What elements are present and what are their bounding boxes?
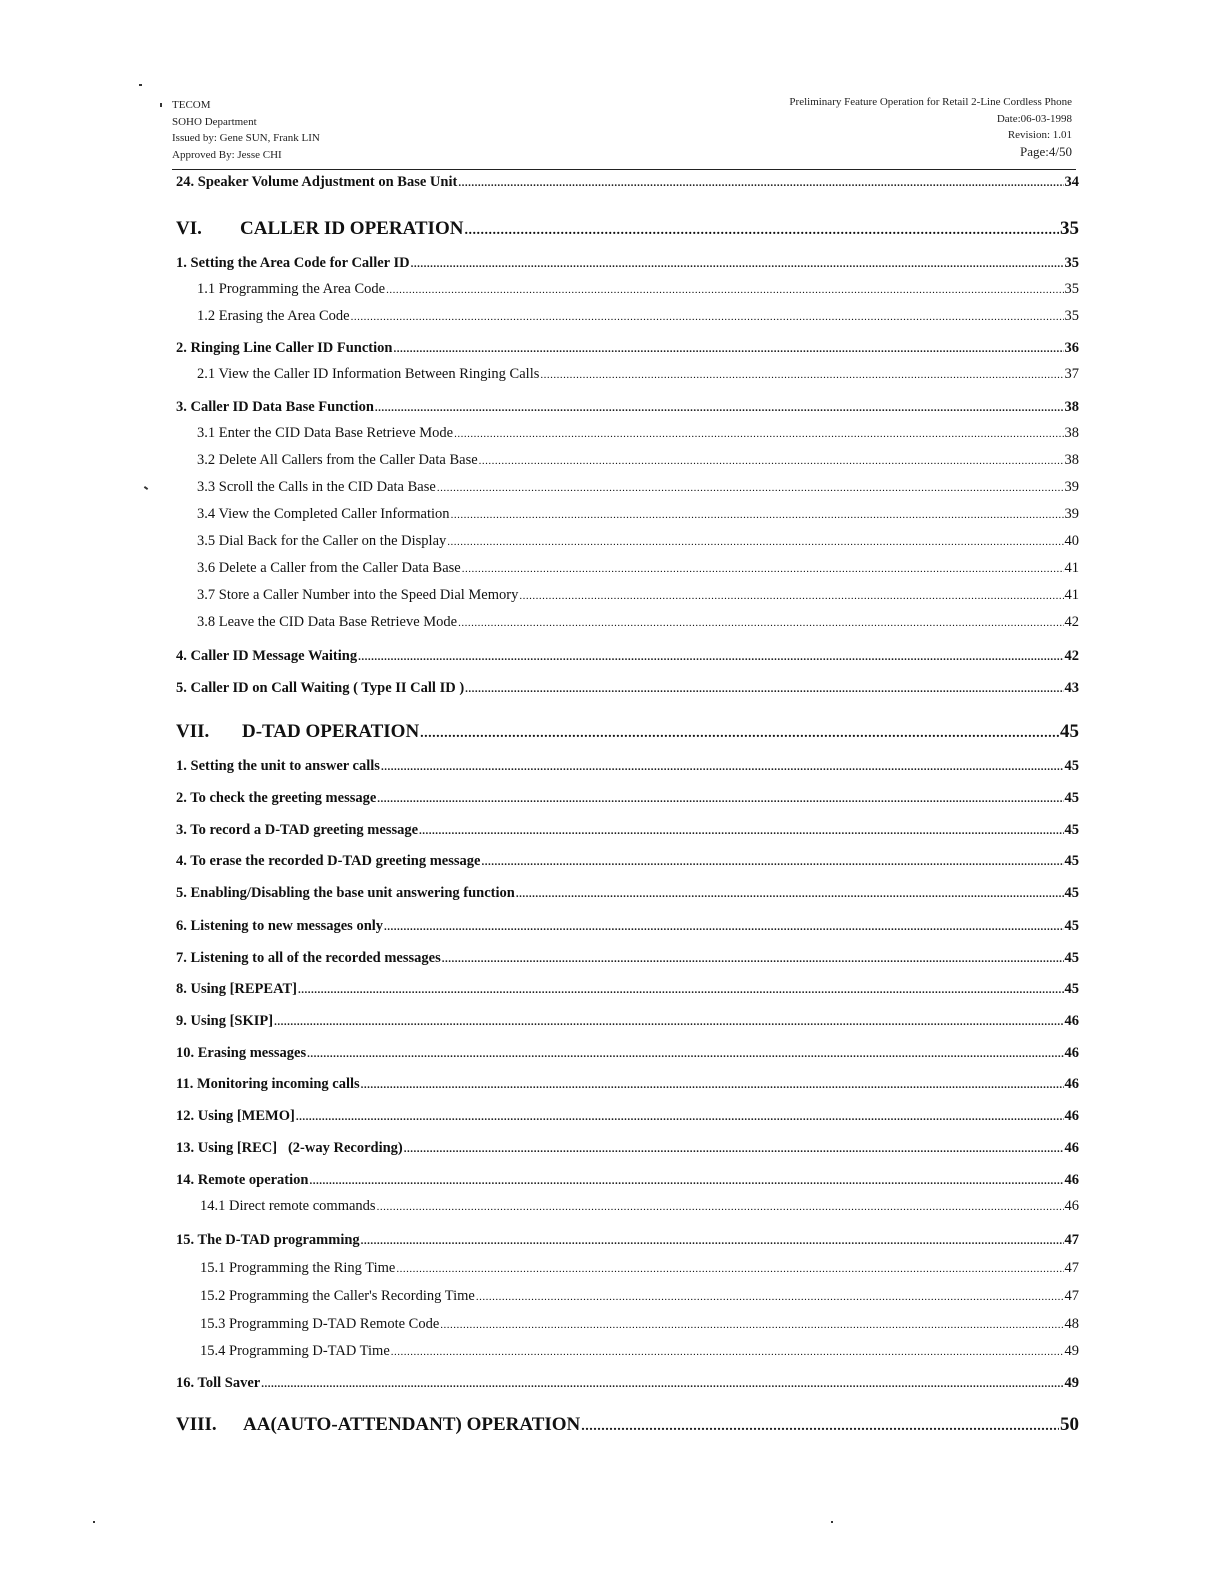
toc-entry-page: 43 bbox=[1064, 680, 1079, 696]
dot-leader bbox=[481, 856, 1063, 868]
toc-entry-title: 3.2 Delete All Callers from the Caller Data Base bbox=[197, 452, 478, 468]
toc-entry-title: 3.7 Store a Caller Number into the Speed Dial Memory bbox=[197, 587, 519, 603]
toc-entry-page: 46 bbox=[1064, 1140, 1079, 1156]
toc-entry-page: 39 bbox=[1064, 506, 1079, 522]
dot-leader bbox=[479, 455, 1064, 467]
toc-entry-page: 45 bbox=[1064, 918, 1079, 934]
toc-section[interactable] bbox=[176, 218, 1079, 240]
toc-entry-title: 15.4 Programming D-TAD Time bbox=[200, 1343, 390, 1359]
toc-section-number: VII. bbox=[176, 721, 210, 742]
toc-entry[interactable] bbox=[176, 1172, 1079, 1189]
dot-leader bbox=[516, 888, 1064, 900]
toc-subentry[interactable] bbox=[197, 366, 1079, 383]
toc-entry[interactable] bbox=[176, 790, 1079, 807]
toc-entry[interactable] bbox=[176, 340, 1079, 357]
toc-section-number: VI. bbox=[176, 218, 202, 239]
toc-subentry[interactable] bbox=[200, 1198, 1079, 1215]
toc-entry-page: 46 bbox=[1064, 1076, 1079, 1092]
toc-entry-page: 41 bbox=[1064, 587, 1079, 603]
dot-leader bbox=[381, 761, 1064, 773]
toc-entry[interactable] bbox=[176, 822, 1079, 839]
dot-leader bbox=[476, 1291, 1064, 1303]
toc-entry-page: 35 bbox=[1064, 308, 1079, 324]
toc-entry[interactable] bbox=[176, 1375, 1079, 1392]
toc-entry-title: 10. Erasing messages bbox=[176, 1045, 307, 1061]
toc-entry[interactable] bbox=[176, 1140, 1079, 1157]
header-doc-title: Preliminary Feature Operation for Retail 2-Line Cordless Phone bbox=[789, 96, 1072, 108]
toc-section-label: D-TAD OPERATION bbox=[242, 721, 420, 742]
dot-leader bbox=[451, 509, 1064, 521]
dot-leader bbox=[358, 651, 1063, 663]
toc-section[interactable] bbox=[176, 1414, 1079, 1436]
header-page-number: Page:4/50 bbox=[1020, 143, 1072, 159]
dot-leader bbox=[437, 482, 1064, 494]
toc-entry-title: 1.2 Erasing the Area Code bbox=[197, 308, 350, 324]
toc-subentry[interactable] bbox=[197, 533, 1079, 550]
toc-entry[interactable] bbox=[176, 853, 1079, 870]
dot-leader bbox=[351, 311, 1064, 323]
header-revision: Revision: 1.01 bbox=[1007, 129, 1072, 141]
toc-subentry[interactable] bbox=[197, 281, 1079, 298]
toc-entry-page: 45 bbox=[1060, 721, 1079, 742]
toc-entry-title: 15.3 Programming D-TAD Remote Code bbox=[200, 1316, 440, 1332]
toc-entry-title: 11. Monitoring incoming calls bbox=[176, 1076, 360, 1092]
toc-entry-title: 2. Ringing Line Caller ID Function bbox=[176, 340, 393, 356]
toc-entry-title: 3.4 View the Completed Caller Information bbox=[197, 506, 450, 522]
dot-leader bbox=[465, 683, 1063, 695]
toc-section-title bbox=[176, 721, 419, 743]
toc-entry-title: 2. To check the greeting message bbox=[176, 790, 377, 806]
toc-entry-title: 1. Setting the Area Code for Caller ID bbox=[176, 255, 410, 271]
toc-subentry[interactable] bbox=[197, 425, 1079, 442]
toc-entry-page: 46 bbox=[1064, 1198, 1079, 1214]
dot-leader bbox=[581, 1419, 1059, 1435]
toc-entry-title: 5. Caller ID on Call Waiting ( Type II Call ID ) bbox=[176, 680, 465, 696]
toc-subentry[interactable] bbox=[197, 560, 1079, 577]
toc-entry-page: 35 bbox=[1064, 281, 1079, 297]
dot-leader bbox=[420, 726, 1059, 742]
toc-entry[interactable] bbox=[176, 918, 1079, 935]
toc-entry-page: 45 bbox=[1064, 790, 1079, 806]
dot-leader bbox=[440, 1319, 1063, 1331]
toc-section-title bbox=[176, 218, 463, 240]
toc-entry[interactable] bbox=[176, 885, 1079, 902]
toc-entry-title: 9. Using [SKIP] bbox=[176, 1013, 274, 1029]
toc-entry-page: 48 bbox=[1064, 1316, 1079, 1332]
toc-entry[interactable] bbox=[176, 1045, 1079, 1062]
toc-entry-page: 45 bbox=[1064, 981, 1079, 997]
toc-entry-title: 3.3 Scroll the Calls in the CID Data Base bbox=[197, 479, 436, 495]
toc-entry-title: 1. Setting the unit to answer calls bbox=[176, 758, 380, 774]
toc-entry-page: 38 bbox=[1064, 452, 1079, 468]
dot-leader bbox=[462, 563, 1064, 575]
toc-entry[interactable] bbox=[176, 1013, 1079, 1030]
toc-subentry[interactable] bbox=[197, 614, 1079, 631]
toc-subentry[interactable] bbox=[200, 1260, 1079, 1277]
dot-leader bbox=[274, 1016, 1063, 1028]
toc-entry[interactable] bbox=[176, 950, 1079, 967]
toc-entry-page: 37 bbox=[1064, 366, 1079, 382]
toc-entry-page: 36 bbox=[1064, 340, 1079, 356]
toc-entry-page: 45 bbox=[1064, 853, 1079, 869]
toc-entry[interactable] bbox=[176, 399, 1079, 416]
header-department: SOHO Department bbox=[172, 115, 257, 128]
toc-entry-title: 12. Using [MEMO] bbox=[176, 1108, 295, 1124]
header-approved-by: Approved By: Jesse CHI bbox=[172, 148, 282, 161]
dot-leader bbox=[458, 177, 1063, 189]
toc-section-number: VIII. bbox=[176, 1414, 217, 1435]
toc-entry-title: 3.8 Leave the CID Data Base Retrieve Mode bbox=[197, 614, 458, 630]
toc-entry-title: 15. The D-TAD programming bbox=[176, 1232, 360, 1248]
dot-leader bbox=[519, 590, 1063, 602]
dot-leader bbox=[307, 1048, 1063, 1060]
dot-leader bbox=[447, 536, 1063, 548]
toc-entry-title: 14.1 Direct remote commands bbox=[200, 1198, 376, 1214]
toc-entry-page: 35 bbox=[1060, 218, 1079, 239]
toc-entry-title: 14. Remote operation bbox=[176, 1172, 309, 1188]
toc-entry-page: 34 bbox=[1064, 174, 1079, 190]
toc-entry-title: 3.6 Delete a Caller from the Caller Data Base bbox=[197, 560, 461, 576]
toc-entry[interactable] bbox=[176, 1232, 1079, 1249]
toc-entry-title: 3. To record a D-TAD greeting message bbox=[176, 822, 419, 838]
toc-section-title bbox=[176, 1414, 580, 1436]
toc-subentry[interactable] bbox=[200, 1316, 1079, 1333]
toc-entry[interactable] bbox=[176, 174, 1079, 191]
toc-entry-page: 45 bbox=[1064, 950, 1079, 966]
toc-entry-page: 39 bbox=[1064, 479, 1079, 495]
dot-leader bbox=[377, 793, 1063, 805]
toc-entry-title: 6. Listening to new messages only bbox=[176, 918, 384, 934]
dot-leader bbox=[464, 223, 1059, 239]
toc-entry-title: 1.1 Programming the Area Code bbox=[197, 281, 386, 297]
header-issued-by: Issued by: Gene SUN, Frank LIN bbox=[172, 132, 320, 144]
toc-entry[interactable] bbox=[176, 981, 1079, 998]
toc-entry-title: 3.5 Dial Back for the Caller on the Display bbox=[197, 533, 447, 549]
header-company: TECOM bbox=[172, 99, 211, 111]
toc-entry-page: 47 bbox=[1064, 1288, 1079, 1304]
dot-leader bbox=[540, 369, 1063, 381]
toc-entry-page: 45 bbox=[1064, 885, 1079, 901]
dot-leader bbox=[298, 984, 1064, 996]
toc-entry-title: 15.2 Programming the Caller's Recording Time bbox=[200, 1288, 475, 1304]
toc-entry-page: 46 bbox=[1064, 1108, 1079, 1124]
toc-entry-title: 16. Toll Saver bbox=[176, 1375, 261, 1391]
toc-entry-title: 3.1 Enter the CID Data Base Retrieve Mode bbox=[197, 425, 454, 441]
dot-leader bbox=[393, 343, 1063, 355]
toc-entry-page: 45 bbox=[1064, 822, 1079, 838]
toc-entry-title: 13. Using [REC] (2-way Recording) bbox=[176, 1140, 403, 1156]
dot-leader bbox=[309, 1175, 1063, 1187]
toc-entry-page: 38 bbox=[1064, 425, 1079, 441]
dot-leader bbox=[375, 402, 1064, 414]
toc-entry-page: 46 bbox=[1064, 1045, 1079, 1061]
toc-subentry[interactable] bbox=[197, 452, 1079, 469]
dot-leader bbox=[458, 617, 1063, 629]
toc-entry-title: 8. Using [REPEAT] bbox=[176, 981, 297, 997]
dot-leader bbox=[377, 1201, 1064, 1213]
toc-subentry[interactable] bbox=[200, 1343, 1079, 1360]
toc-entry-page: 49 bbox=[1064, 1343, 1079, 1359]
toc-entry-page: 47 bbox=[1064, 1260, 1079, 1276]
toc-entry-page: 35 bbox=[1064, 255, 1079, 271]
toc-entry-page: 46 bbox=[1064, 1013, 1079, 1029]
dot-leader bbox=[296, 1111, 1064, 1123]
dot-leader bbox=[454, 428, 1063, 440]
dot-leader bbox=[442, 953, 1064, 965]
toc-subentry[interactable] bbox=[197, 479, 1079, 496]
toc-entry[interactable] bbox=[176, 648, 1079, 665]
header-date: Date:06-03-1998 bbox=[996, 112, 1072, 125]
toc-entry[interactable] bbox=[176, 1076, 1079, 1093]
toc-section-label: CALLER ID OPERATION bbox=[240, 218, 464, 239]
toc-section[interactable] bbox=[176, 721, 1079, 743]
toc-entry-page: 38 bbox=[1064, 399, 1079, 415]
toc-entry-title: 2.1 View the Caller ID Information Between Ringing Calls bbox=[197, 366, 540, 382]
dot-leader bbox=[411, 258, 1064, 270]
toc-entry-title: 5. Enabling/Disabling the base unit answering function bbox=[176, 885, 515, 901]
dot-leader bbox=[261, 1378, 1063, 1390]
dot-leader bbox=[404, 1143, 1064, 1155]
toc-entry[interactable] bbox=[176, 680, 1079, 697]
toc-entry-page: 45 bbox=[1064, 758, 1079, 774]
dot-leader bbox=[361, 1235, 1064, 1247]
toc-entry-page: 42 bbox=[1064, 648, 1079, 664]
toc-entry[interactable] bbox=[176, 758, 1079, 775]
toc-subentry[interactable] bbox=[197, 587, 1079, 604]
dot-leader bbox=[396, 1263, 1063, 1275]
toc-entry-title: 7. Listening to all of the recorded messages bbox=[176, 950, 441, 966]
toc-entry-page: 42 bbox=[1064, 614, 1079, 630]
toc-entry-page: 41 bbox=[1064, 560, 1079, 576]
toc-entry-title: 4. Caller ID Message Waiting bbox=[176, 648, 358, 664]
dot-leader bbox=[391, 1346, 1064, 1358]
toc-subentry[interactable] bbox=[200, 1288, 1079, 1305]
toc-subentry[interactable] bbox=[197, 308, 1079, 325]
toc-entry-page: 46 bbox=[1064, 1172, 1079, 1188]
dot-leader bbox=[384, 921, 1063, 933]
toc-entry-title: 3. Caller ID Data Base Function bbox=[176, 399, 374, 415]
toc-section-label: AA(AUTO-ATTENDANT) OPERATION bbox=[243, 1414, 581, 1435]
toc-entry-page: 40 bbox=[1064, 533, 1079, 549]
dot-leader bbox=[361, 1079, 1064, 1091]
dot-leader bbox=[386, 284, 1063, 296]
toc-entry[interactable] bbox=[176, 1108, 1079, 1125]
toc-entry-page: 47 bbox=[1064, 1232, 1079, 1248]
toc-entry-title: 24. Speaker Volume Adjustment on Base Unit bbox=[176, 174, 458, 190]
dot-leader bbox=[419, 825, 1063, 837]
toc-entry-page: 49 bbox=[1064, 1375, 1079, 1391]
toc-entry-title: 15.1 Programming the Ring Time bbox=[200, 1260, 396, 1276]
toc-entry[interactable] bbox=[176, 255, 1079, 272]
toc-entry-page: 50 bbox=[1060, 1414, 1079, 1435]
toc-entry-title: 4. To erase the recorded D-TAD greeting message bbox=[176, 853, 481, 869]
toc-subentry[interactable] bbox=[197, 506, 1079, 523]
